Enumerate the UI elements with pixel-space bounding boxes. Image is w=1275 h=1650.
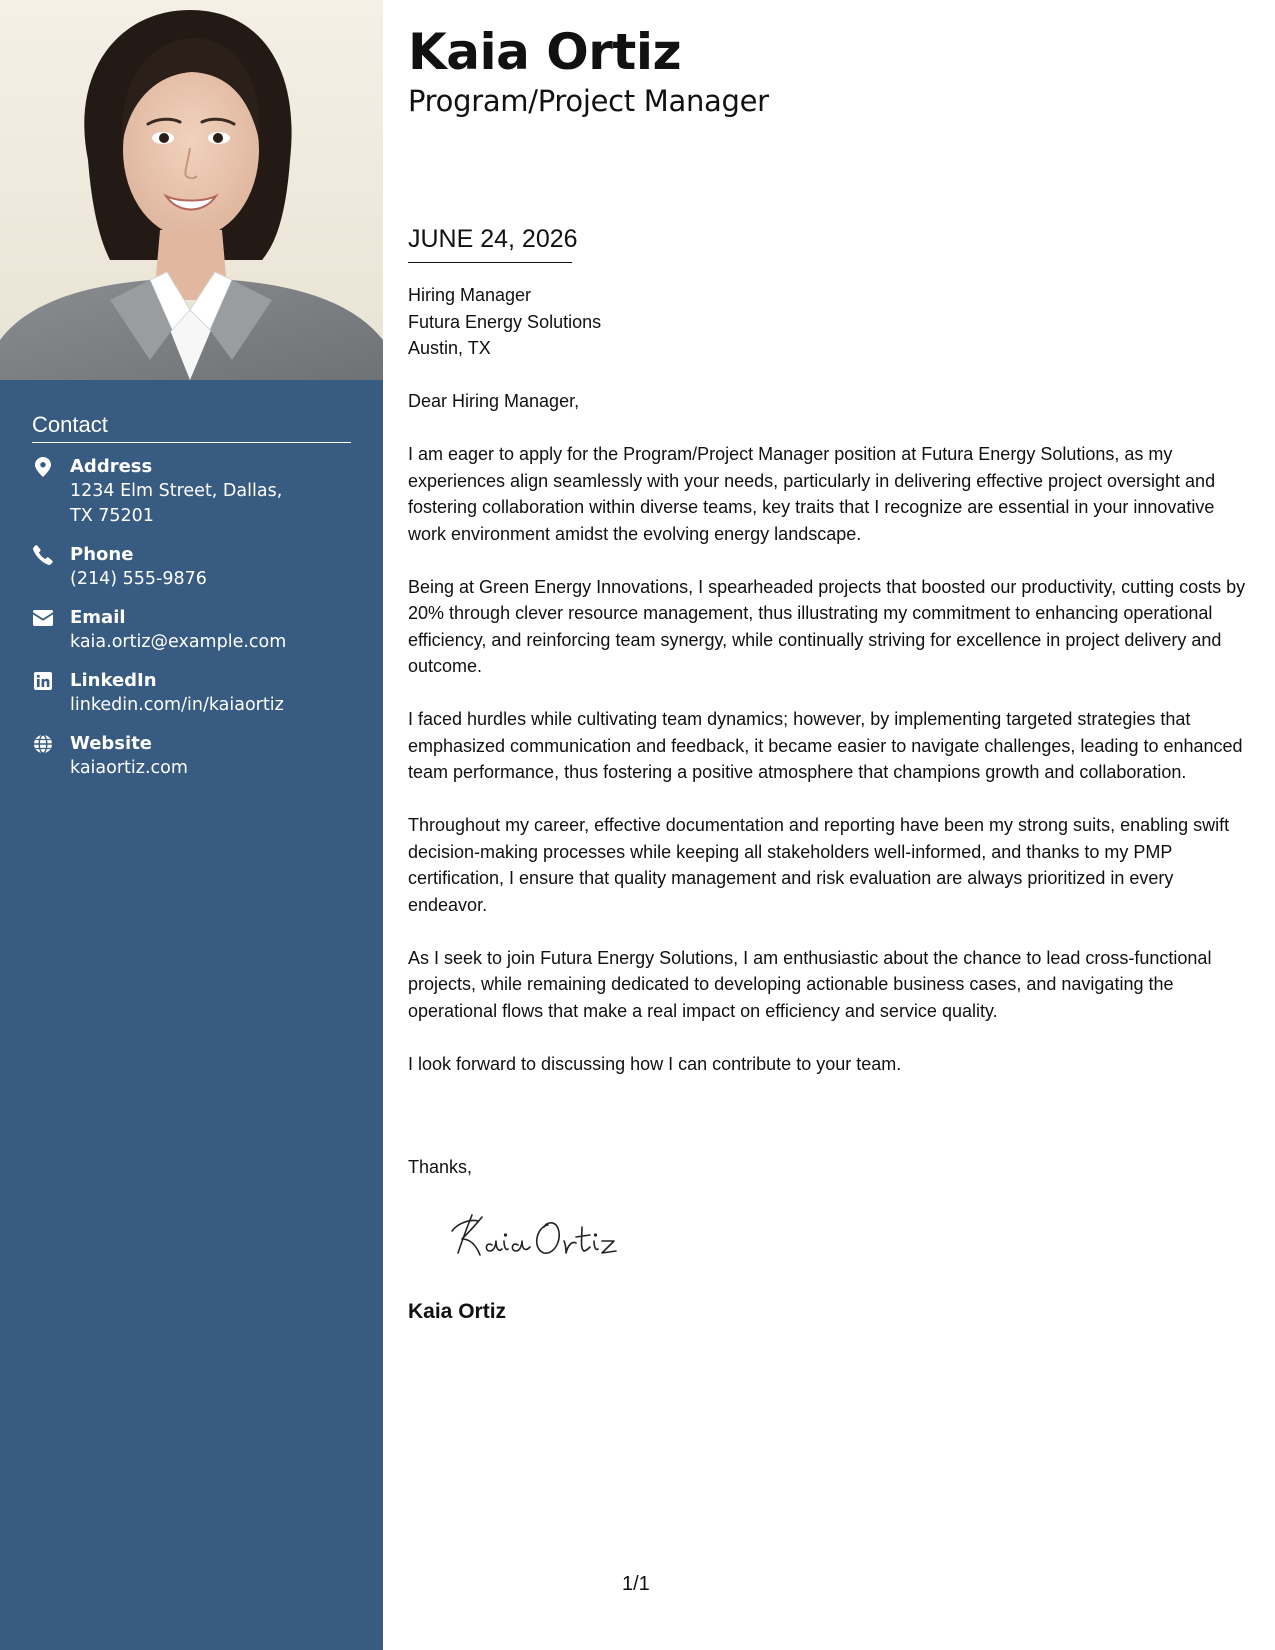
body-paragraph: I look forward to discussing how I can contribute to your team. (408, 1053, 902, 1074)
website-label: Website (70, 733, 153, 754)
phone-label: Phone (70, 544, 134, 565)
contact-section (32, 412, 351, 795)
globe-icon (32, 733, 54, 755)
letter-body (408, 388, 1250, 1104)
recipient-location: Austin, TX (408, 338, 491, 358)
contact-list (32, 455, 351, 781)
handwritten-signature (448, 1205, 648, 1265)
contact-item-email (32, 606, 351, 655)
phone-value[interactable]: (214) 555-9876 (70, 569, 207, 589)
applicant-role: Program/Project Manager (408, 84, 769, 118)
profile-photo (0, 0, 383, 380)
sidebar (0, 0, 383, 1650)
envelope-icon (32, 607, 54, 629)
body-paragraph: Being at Green Energy Innovations, I spearheaded projects that boosted our productivity, cutting costs by 20% through clever resource management, thus illustrating my commitment to enhancing operational efficiency, and reinforcing team synergy, while continually striving for excellence in project delivery and outcome. (408, 576, 1246, 676)
contact-heading: Contact (32, 412, 351, 443)
linkedin-value[interactable]: linkedin.com/in/kaiaortiz (70, 695, 284, 715)
body-paragraph: Throughout my career, effective documentation and reporting have been my strong suits, enabling swift decision-making processes while keeping all stakeholders well-informed, and thanks to my PMP certification, I ensure that quality management and risk evaluation are always prioritized in every endeavor. (408, 815, 1230, 915)
signed-name: Kaia Ortiz (408, 1300, 507, 1323)
contact-item-address (32, 455, 351, 529)
body-paragraph: I am eager to apply for the Program/Project Manager position at Futura Energy Solutions, as my experiences align seamlessly with your needs, particularly in delivering effective project oversight and fostering collaboration within diverse teams, key traits that I recognize are essential in your innovative work environment amidst the evolving energy landscape. (408, 444, 1216, 544)
closing: Thanks, (408, 1157, 473, 1177)
page-number: 1/1 (622, 1573, 650, 1595)
contact-item-website (32, 732, 351, 781)
letter-date: JUNE 24, 2026 (408, 222, 572, 263)
email-label: Email (70, 607, 126, 628)
address-value: 1234 Elm Street, Dallas, TX 75201 (70, 481, 283, 526)
body-paragraph: As I seek to join Futura Energy Solutions, I am enthusiastic about the chance to lead cross-functional projects, while remaining dedicated to developing actionable business cases, and navigating the operational flows that make a real impact on efficiency and service quality. (408, 947, 1212, 1021)
linkedin-icon (32, 670, 54, 692)
map-pin-icon (32, 456, 54, 478)
phone-icon (32, 544, 54, 566)
website-value[interactable]: kaiaortiz.com (70, 758, 188, 778)
recipient-block (408, 282, 601, 362)
address-label: Address (70, 456, 153, 477)
salutation: Dear Hiring Manager, (408, 391, 580, 411)
body-paragraph: I faced hurdles while cultivating team dynamics; however, by implementing targeted strategies that emphasized communication and feedback, it became easier to navigate challenges, leading to enhanced team performance, thus fostering a positive atmosphere that champions growth and collaboration. (408, 709, 1243, 782)
applicant-name: Kaia Ortiz (408, 23, 682, 81)
email-value[interactable]: kaia.ortiz@example.com (70, 632, 287, 652)
linkedin-label: LinkedIn (70, 670, 157, 691)
recipient-company: Futura Energy Solutions (408, 311, 602, 332)
recipient-title: Hiring Manager (408, 285, 532, 305)
contact-item-phone (32, 543, 351, 592)
contact-item-linkedin (32, 669, 351, 718)
